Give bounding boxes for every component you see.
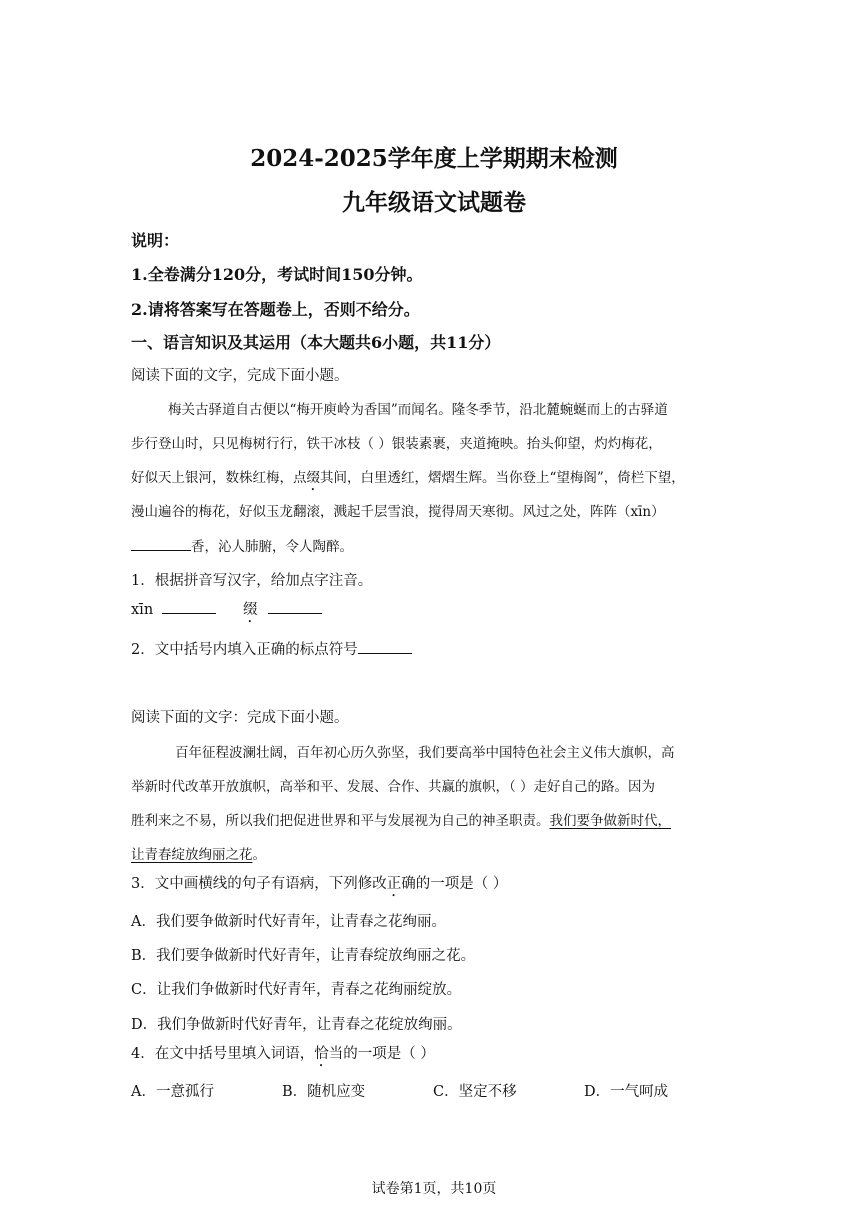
notes-item-2: 2.请将答案写在答题卷上，否则不给分。: [131, 300, 420, 319]
q4-option-b[interactable]: B．随机应变: [282, 1084, 366, 1100]
question-3: [131, 872, 507, 900]
pinyin-answer-blank[interactable]: [162, 599, 216, 615]
section-heading: 一、语言知识及其运用（本大题共6小题，共11分）: [131, 333, 501, 352]
underlined-sentence-part-1: 我们要争做新时代，: [549, 813, 671, 829]
passage1-line-3b: 其间，白里透红，熠熠生辉。当你登上“望梅阁”，倚栏下望，: [320, 470, 685, 486]
question-2-text: 2．文中括号内填入正确的标点符号: [131, 642, 358, 658]
question-1: 1．根据拼音写汉字，给加点字注音。: [131, 573, 373, 589]
passage1-line-2: 步行登山时，只见梅树行行，铁干冰枝（ ）银装素裹，夹道掩映。抬头仰望，灼灼梅花，: [131, 436, 662, 452]
question-2: [131, 638, 412, 659]
fill-blank[interactable]: [131, 537, 191, 552]
passage1-line-1: 梅关古驿道自古便以“梅开庾岭为香国”而闻名。隆冬季节，沿北麓蜿蜒而上的古驿道: [168, 402, 668, 418]
char-answer-blank[interactable]: [268, 599, 322, 615]
question-4-dotted: 恰: [314, 1046, 329, 1062]
q3-option-b[interactable]: B．我们要争做新时代好青年，让青春绽放绚丽之花。: [131, 948, 476, 964]
question-4a: 4．在文中括号里填入词语，: [131, 1046, 315, 1062]
exam-subtitle: 九年级语文试题卷: [342, 189, 526, 216]
pinyin-label: xīn: [131, 602, 154, 618]
q3-option-c[interactable]: C．让我们争做新时代好青年，青春之花绚丽绽放。: [131, 982, 462, 998]
underlined-sentence-part-2: 让青春绽放绚丽之花: [131, 847, 253, 863]
passage1-line-5-text: 香，沁人肺腑，令人陶醉。: [191, 539, 353, 555]
group2-intro: 阅读下面的文字：完成下面小题。: [131, 710, 349, 726]
passage2-line-1: 百年征程波澜壮阔，百年初心历久弥坚，我们要高举中国特色社会主义伟大旗帜，高: [175, 745, 675, 761]
punctuation-answer-blank[interactable]: [358, 639, 412, 655]
question-3b: 确的一项是（ ）: [401, 876, 508, 892]
question-1-answers: [131, 598, 322, 626]
group1-intro: 阅读下面的文字，完成下面小题。: [131, 368, 349, 384]
passage1-line-3a: 好似天上银河，数株红梅，点: [131, 470, 307, 486]
passage2-line-2: 举新时代改革开放旗帜，高举和平、发展、合作、共赢的旗帜，（ ）走好自己的路。因为: [131, 779, 656, 795]
q4-option-d[interactable]: D．一气呵成: [584, 1084, 669, 1100]
passage1-line-4: 漫山遍谷的梅花，好似玉龙翻滚，溅起千层雪浪，搅得周天寒彻。风过之处，阵阵（xīn）: [131, 504, 665, 520]
q3-option-d[interactable]: D．我们争做新时代好青年，让青春之花绽放绚丽。: [131, 1017, 462, 1033]
passage2-line-4: [131, 843, 266, 863]
q4-option-c[interactable]: C．坚定不移: [433, 1084, 517, 1100]
char-label: 缀: [242, 602, 258, 618]
page-footer: 试卷第1页，共10页: [371, 1181, 497, 1197]
passage2-line-3: [131, 809, 671, 829]
notes-label: 说明：: [131, 231, 180, 250]
passage2-line-3a: 胜利来之不易，所以我们把促进世界和平与发展视为自己的神圣职责。: [131, 813, 550, 829]
exam-title: 2024-2025学年度上学期期末检测: [250, 145, 618, 172]
question-4b: 当的一项是（ ）: [328, 1046, 435, 1062]
q4-option-a[interactable]: A．一意孤行: [131, 1084, 214, 1100]
question-4: [131, 1042, 435, 1070]
passage1-line-5: [131, 535, 353, 555]
question-3a: 3．文中画横线的句子有语病，下列修改: [131, 876, 387, 892]
dotted-char-zhui: 缀: [306, 470, 320, 486]
passage2-line-4-end: 。: [252, 847, 266, 863]
q3-option-a[interactable]: A．我们要争做新时代好青年，让青春之花绚丽。: [131, 914, 446, 930]
question-3-dotted: 正: [386, 876, 402, 892]
notes-item-1: 1.全卷满分120分，考试时间150分钟。: [131, 265, 423, 284]
passage1-line-3: [131, 466, 685, 494]
